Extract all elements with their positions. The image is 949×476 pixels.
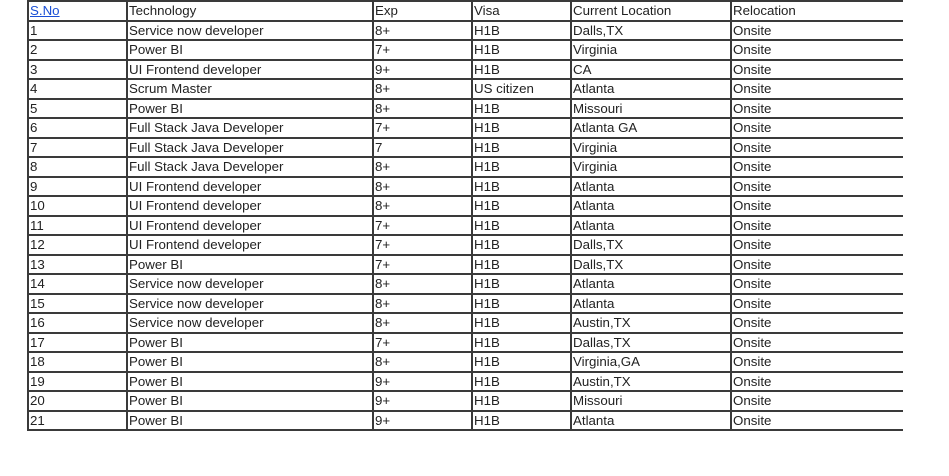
cell-relocation: Onsite — [731, 118, 903, 138]
table-row — [28, 99, 903, 119]
cell-visa: US citizen — [472, 79, 571, 99]
cell-sno: 11 — [28, 216, 127, 236]
table-row — [28, 157, 903, 177]
table-header-row — [28, 1, 903, 21]
cell-technology: Power BI — [127, 255, 373, 275]
cell-location: Dallas,TX — [571, 333, 731, 353]
cell-visa: H1B — [472, 21, 571, 41]
cell-relocation: Onsite — [731, 138, 903, 158]
cell-sno: 12 — [28, 235, 127, 255]
cell-relocation: Onsite — [731, 391, 903, 411]
cell-location: Missouri — [571, 99, 731, 119]
table-row — [28, 274, 903, 294]
consultant-table — [27, 0, 903, 431]
cell-exp: 7+ — [373, 216, 472, 236]
cell-technology: Power BI — [127, 391, 373, 411]
cell-sno: 21 — [28, 411, 127, 431]
cell-exp: 7+ — [373, 255, 472, 275]
cell-visa: H1B — [472, 372, 571, 392]
cell-sno: 17 — [28, 333, 127, 353]
table-row — [28, 372, 903, 392]
table-row — [28, 118, 903, 138]
table-row — [28, 138, 903, 158]
cell-relocation: Onsite — [731, 196, 903, 216]
cell-relocation: Onsite — [731, 372, 903, 392]
cell-location: Missouri — [571, 391, 731, 411]
cell-technology: Full Stack Java Developer — [127, 157, 373, 177]
table-row — [28, 40, 903, 60]
cell-technology: Power BI — [127, 40, 373, 60]
cell-technology: Full Stack Java Developer — [127, 138, 373, 158]
cell-sno: 16 — [28, 313, 127, 333]
cell-exp: 8+ — [373, 79, 472, 99]
cell-exp: 8+ — [373, 99, 472, 119]
cell-visa: H1B — [472, 118, 571, 138]
cell-sno: 5 — [28, 99, 127, 119]
cell-visa: H1B — [472, 235, 571, 255]
table-row — [28, 196, 903, 216]
cell-exp: 8+ — [373, 177, 472, 197]
cell-location: Dalls,TX — [571, 21, 731, 41]
cell-visa: H1B — [472, 333, 571, 353]
table-row — [28, 177, 903, 197]
cell-sno: 14 — [28, 274, 127, 294]
table-row — [28, 255, 903, 275]
table-row — [28, 60, 903, 80]
cell-exp: 8+ — [373, 274, 472, 294]
cell-exp: 7+ — [373, 118, 472, 138]
cell-location: Atlanta GA — [571, 118, 731, 138]
cell-location: Dalls,TX — [571, 255, 731, 275]
cell-technology: Service now developer — [127, 274, 373, 294]
cell-exp: 8+ — [373, 196, 472, 216]
cell-technology: Service now developer — [127, 313, 373, 333]
cell-technology: Power BI — [127, 99, 373, 119]
cell-location: Virginia,GA — [571, 352, 731, 372]
cell-relocation: Onsite — [731, 294, 903, 314]
cell-relocation: Onsite — [731, 333, 903, 353]
header-exp: Exp — [373, 1, 472, 21]
table-row — [28, 411, 903, 431]
cell-sno: 4 — [28, 79, 127, 99]
cell-exp: 8+ — [373, 21, 472, 41]
cell-visa: H1B — [472, 411, 571, 431]
cell-sno: 8 — [28, 157, 127, 177]
cell-sno: 9 — [28, 177, 127, 197]
cell-sno: 19 — [28, 372, 127, 392]
cell-relocation: Onsite — [731, 235, 903, 255]
cell-visa: H1B — [472, 196, 571, 216]
cell-visa: H1B — [472, 177, 571, 197]
cell-technology: Power BI — [127, 352, 373, 372]
cell-relocation: Onsite — [731, 40, 903, 60]
cell-technology: Power BI — [127, 372, 373, 392]
cell-technology: UI Frontend developer — [127, 235, 373, 255]
cell-visa: H1B — [472, 60, 571, 80]
table-row — [28, 352, 903, 372]
cell-location: Atlanta — [571, 177, 731, 197]
cell-relocation: Onsite — [731, 313, 903, 333]
cell-visa: H1B — [472, 40, 571, 60]
cell-sno: 13 — [28, 255, 127, 275]
cell-location: Atlanta — [571, 216, 731, 236]
cell-visa: H1B — [472, 391, 571, 411]
cell-sno: 20 — [28, 391, 127, 411]
cell-exp: 7+ — [373, 333, 472, 353]
cell-sno: 6 — [28, 118, 127, 138]
table-row — [28, 216, 903, 236]
cell-exp: 8+ — [373, 294, 472, 314]
cell-exp: 8+ — [373, 352, 472, 372]
cell-technology: Service now developer — [127, 21, 373, 41]
cell-relocation: Onsite — [731, 79, 903, 99]
cell-technology: UI Frontend developer — [127, 177, 373, 197]
cell-technology: Service now developer — [127, 294, 373, 314]
cell-exp: 8+ — [373, 313, 472, 333]
cell-visa: H1B — [472, 138, 571, 158]
cell-relocation: Onsite — [731, 21, 903, 41]
cell-relocation: Onsite — [731, 274, 903, 294]
cell-relocation: Onsite — [731, 177, 903, 197]
table-row — [28, 21, 903, 41]
cell-location: Atlanta — [571, 274, 731, 294]
table-row — [28, 235, 903, 255]
sno-sort-link[interactable]: S.No — [30, 3, 60, 19]
cell-relocation: Onsite — [731, 60, 903, 80]
header-technology: Technology — [127, 1, 373, 21]
cell-location: Dalls,TX — [571, 235, 731, 255]
cell-visa: H1B — [472, 99, 571, 119]
cell-visa: H1B — [472, 255, 571, 275]
table-row — [28, 313, 903, 333]
cell-location: Austin,TX — [571, 313, 731, 333]
cell-visa: H1B — [472, 352, 571, 372]
table-row — [28, 79, 903, 99]
consultant-table-container — [27, 0, 903, 476]
header-location: Current Location — [571, 1, 731, 21]
cell-relocation: Onsite — [731, 157, 903, 177]
cell-technology: Power BI — [127, 411, 373, 431]
cell-visa: H1B — [472, 274, 571, 294]
table-row — [28, 391, 903, 411]
cell-location: CA — [571, 60, 731, 80]
cell-technology: UI Frontend developer — [127, 60, 373, 80]
cell-location: Atlanta — [571, 294, 731, 314]
cell-visa: H1B — [472, 157, 571, 177]
cell-location: Atlanta — [571, 196, 731, 216]
cell-exp: 9+ — [373, 411, 472, 431]
cell-relocation: Onsite — [731, 216, 903, 236]
cell-sno: 1 — [28, 21, 127, 41]
cell-exp: 7 — [373, 138, 472, 158]
cell-sno: 3 — [28, 60, 127, 80]
cell-relocation: Onsite — [731, 255, 903, 275]
header-relocation: Relocation — [731, 1, 903, 21]
cell-location: Atlanta — [571, 411, 731, 431]
cell-sno: 10 — [28, 196, 127, 216]
cell-location: Austin,TX — [571, 372, 731, 392]
cell-exp: 9+ — [373, 391, 472, 411]
cell-exp: 7+ — [373, 40, 472, 60]
header-visa: Visa — [472, 1, 571, 21]
cell-location: Virginia — [571, 40, 731, 60]
cell-technology: UI Frontend developer — [127, 216, 373, 236]
cell-exp: 9+ — [373, 60, 472, 80]
table-row — [28, 294, 903, 314]
cell-exp: 9+ — [373, 372, 472, 392]
cell-relocation: Onsite — [731, 411, 903, 431]
cell-relocation: Onsite — [731, 99, 903, 119]
cell-sno: 7 — [28, 138, 127, 158]
cell-relocation: Onsite — [731, 352, 903, 372]
cell-exp: 8+ — [373, 157, 472, 177]
cell-sno: 15 — [28, 294, 127, 314]
cell-technology: Full Stack Java Developer — [127, 118, 373, 138]
table-body — [28, 21, 903, 431]
header-sno[interactable] — [28, 1, 127, 21]
cell-exp: 7+ — [373, 235, 472, 255]
cell-technology: Power BI — [127, 333, 373, 353]
cell-visa: H1B — [472, 294, 571, 314]
cell-technology: UI Frontend developer — [127, 196, 373, 216]
cell-sno: 18 — [28, 352, 127, 372]
cell-visa: H1B — [472, 313, 571, 333]
cell-technology: Scrum Master — [127, 79, 373, 99]
cell-location: Atlanta — [571, 79, 731, 99]
cell-location: Virginia — [571, 138, 731, 158]
cell-sno: 2 — [28, 40, 127, 60]
cell-visa: H1B — [472, 216, 571, 236]
table-row — [28, 333, 903, 353]
cell-location: Virginia — [571, 157, 731, 177]
